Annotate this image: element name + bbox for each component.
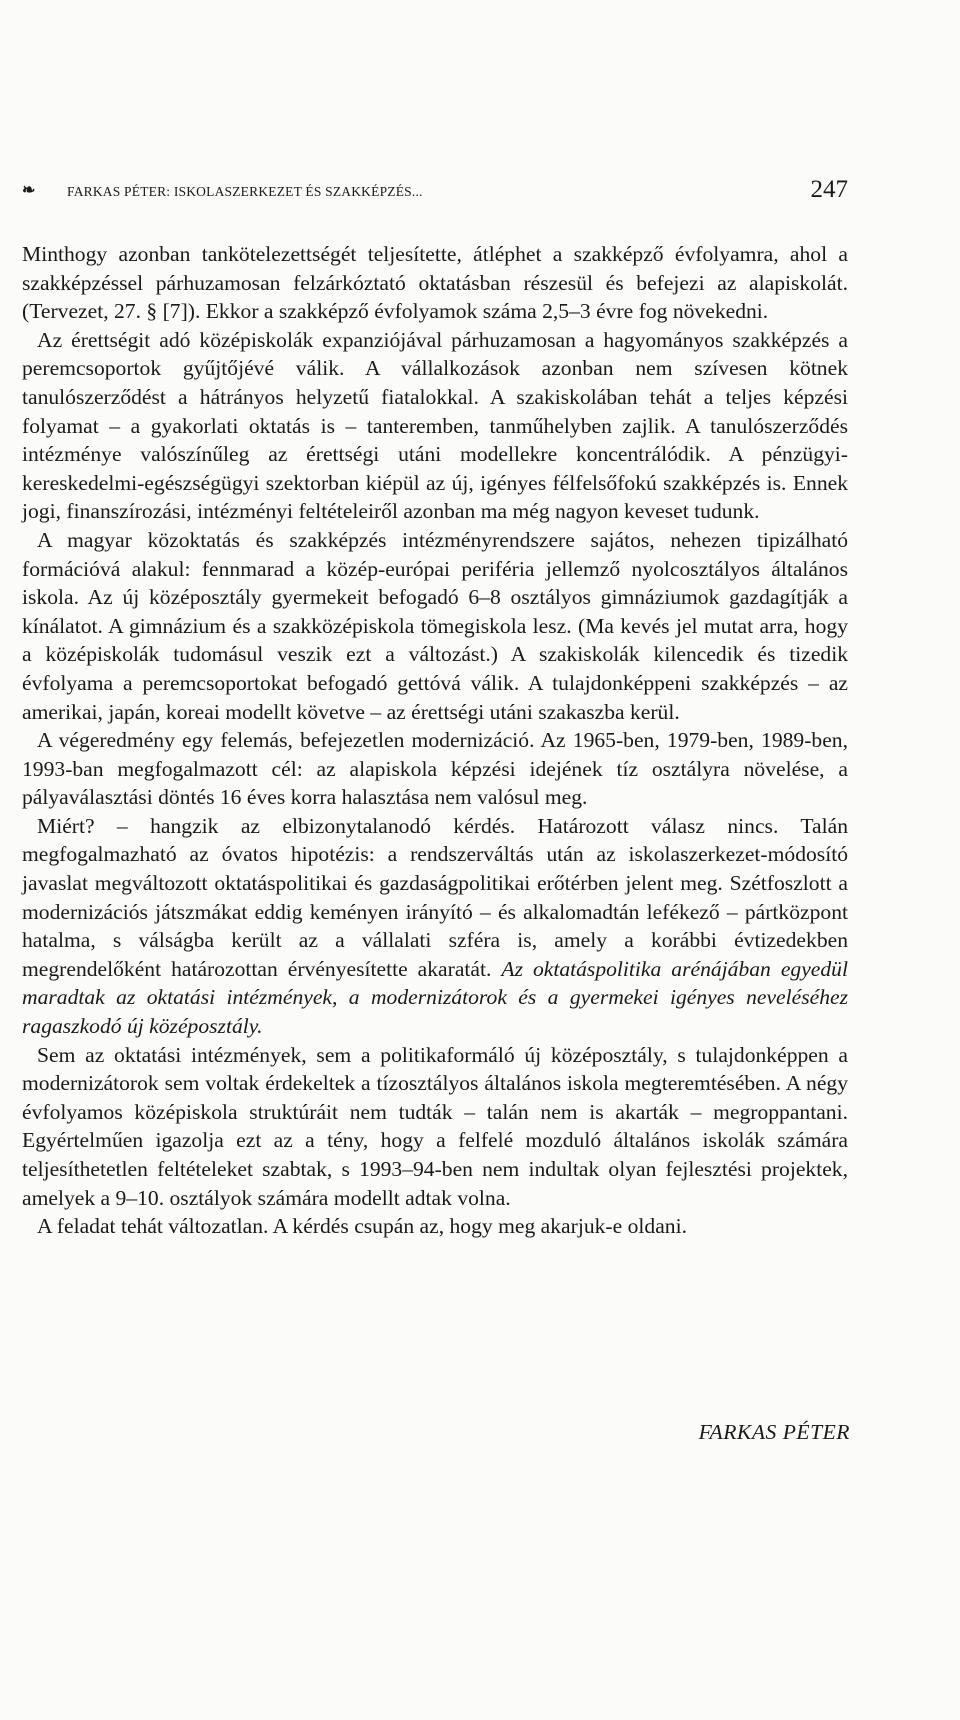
page-number: 247 — [810, 176, 848, 203]
article-body — [22, 240, 848, 1241]
paragraph-3: A magyar közoktatás és szakképzés intézményrendszere sajátos, nehezen tipizálható formációvá alakul: fennmarad a közép-európai periféria jellemző nyolcosztályos általános iskola. Az új középosztály gyermekeit befogadó 6–8 osztályos gimnáziumok gazdagítják a kínálatot. A gimnázium és a szakközépiskola tömegiskola lesz. (Ma kevés jel mutat arra, hogy a középiskolák tudomásul veszik ezt a változást.) A szakiskolák kilencedik és tizedik évfolyama a peremcsoportokat befogadó gettóvá válik. A tulajdonképpeni szakképzés – az amerikai, japán, koreai modellt követve – az érettségi utáni szakaszba kerül. — [22, 527, 848, 724]
paragraph-6: Sem az oktatási intézmények, sem a politikaformáló új középosztály, s tulajdonképpen a modernizátorok sem voltak érdekeltek a tízosztályos általános iskola megteremtésében. A négy évfolyamos középiskola struktúráit nem tudták – talán nem is akarták – megroppantani. Egyértelműen igazolja ezt az a tény, hogy a felfelé mozduló általános iskolák számára teljesíthetetlen feltételeket szabtak, s 1993–94-ben nem indultak olyan fejlesztési projektek, amelyek a 9–10. osztályok számára modellt adtak volna. — [22, 1042, 848, 1210]
ornament-icon: ❧ — [22, 182, 36, 199]
paragraph-2: Az érettségit adó középiskolák expanziójával párhuzamosan a hagyományos szakképzés a peremcsoportok gyűjtőjévé válik. A vállalkozások azonban nem szívesen kötnek tanulószerződést a hátrányos helyzetű fiatalokkal. A szakiskolában tehát a teljes képzési folyamat – a gyakorlati oktatás is – tanteremben, tanműhelyben zajlik. A tanulószerződés intézménye valószínűleg az érettségi utáni modellekre koncentrálódik. A pénzügyi-kereskedelmi-egészségügyi szektorban kiépül az új, igényes félfelsőfokú szakképzés is. Ennek jogi, finanszírozási, intézményi feltételeiről azonban ma még nagyon keveset tudunk. — [22, 327, 848, 524]
paragraph-1: Minthogy azonban tankötelezettségét teljesítette, átléphet a szakképző évfolyamra, ahol a szakképzéssel párhuzamosan felzárkóztató oktatásban részesül és befejezi az alapiskolát. (Tervezet, 27. § [7]). Ekkor a szakképző évfolyamok száma 2,5–3 évre fog növekedni. — [22, 242, 848, 324]
running-header — [22, 176, 848, 206]
author-signature: FARKAS PÉTER — [698, 1420, 850, 1444]
paragraph-5 — [22, 812, 848, 1041]
paragraph-5-emphasis: Az oktatáspolitika arénájában egyedül maradtak az oktatási intézmények, a modernizátorok és a gyermekei igényes neveléséhez ragaszkodó új középosztály. — [22, 956, 848, 1039]
paragraph-4: A végeredmény egy felemás, befejezetlen modernizáció. Az 1965-ben, 1979-ben, 1989-ben, 1993-ban megfogalmazott cél: az alapiskola képzési idejének tíz osztályra növelése, a pályaválasztási döntés 16 éves korra halasztása nem valósul meg. — [22, 728, 848, 810]
paragraph-5-text: Miért? – hangzik az elbizonytalanodó kérdés. Határozott válasz nincs. Talán megfogalmazható az óvatos hipotézis: a rendszerváltás után az iskolaszerkezet-módosító javaslat megváltozott oktatáspolitikai és gazdaságpolitikai erőtérben jelent meg. Szétfoszlott a modernizációs játszmákat eddig keményen irányító – és alkalomadtán lefékező – pártközpont hatalma, s válságba került az a vállalati szféra is, amely a korábbi évtizedekben megrendelőként határozottan érvényesítette akaratát. — [22, 813, 848, 981]
paragraph-7: A feladat tehát változatlan. A kérdés csupán az, hogy meg akarjuk-e oldani. — [37, 1214, 687, 1239]
running-title: FARKAS PÉTER: ISKOLASZERKEZET ÉS SZAKKÉPZÉS... — [67, 184, 423, 199]
